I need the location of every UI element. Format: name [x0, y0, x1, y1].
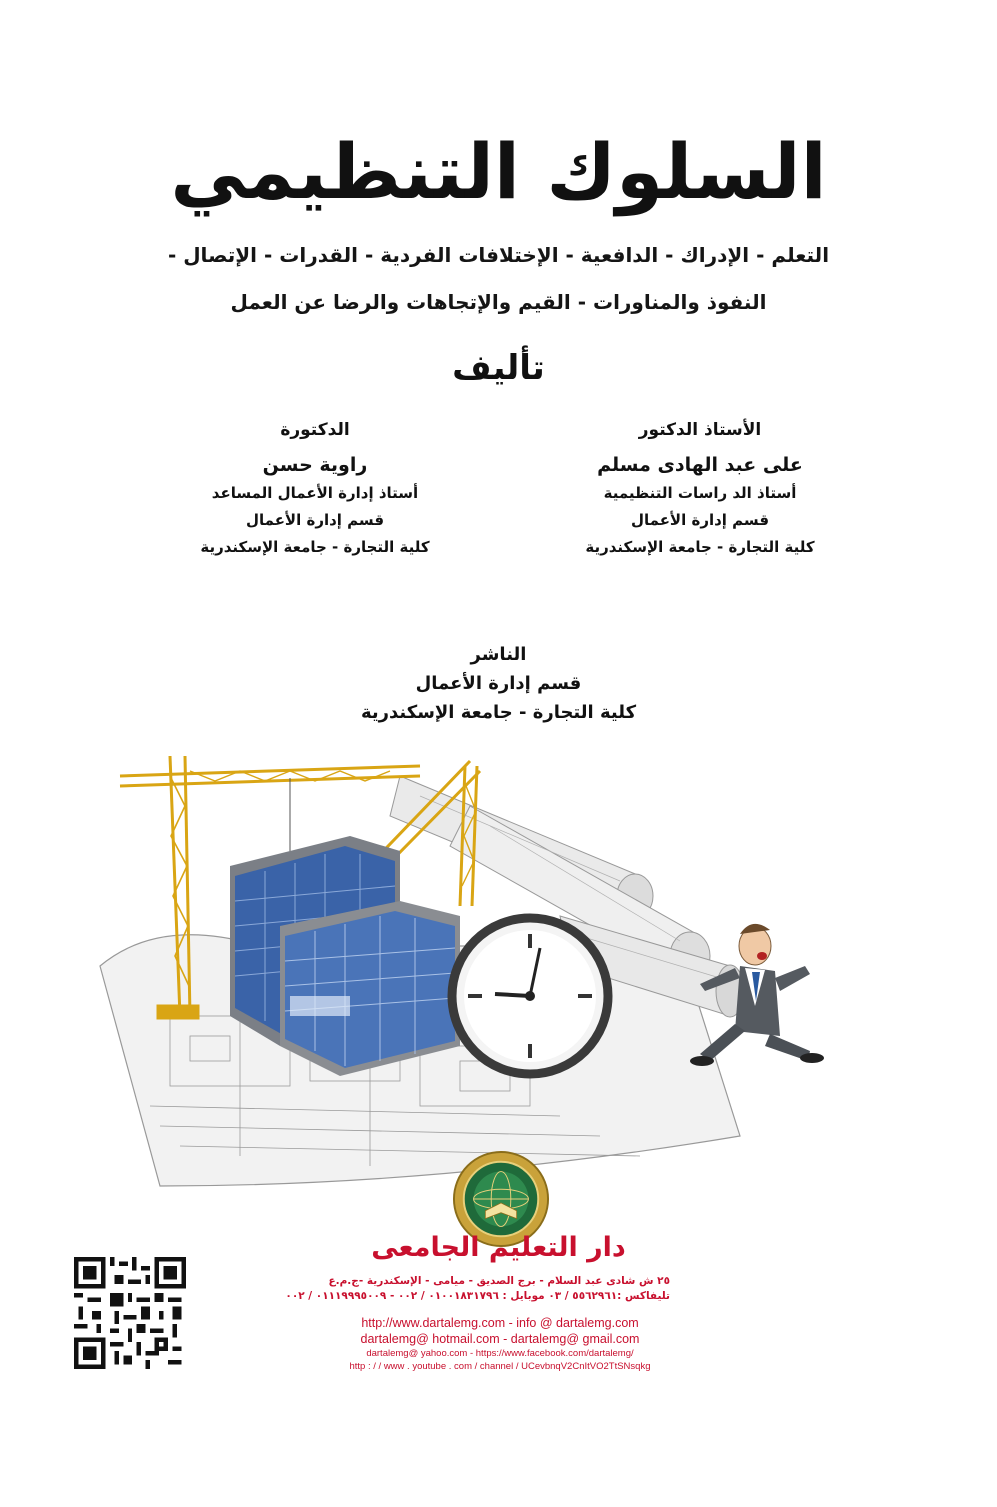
author-2: [165, 420, 465, 565]
author-2-position: أستاذ إدارة الأعمال المساعد: [211, 484, 419, 502]
contact-youtube: http : / / www . youtube . com / channel / UCevbnqV2CnItVO2TtSNsqkg: [349, 1361, 651, 1373]
author-1-rank: الأستاذ الدكتور: [638, 420, 762, 440]
subtitle-line-2: النفوذ والمناورات - القيم والإتجاهات والرضا عن العمل: [230, 290, 767, 314]
contact-yahoo-facebook: dartalemg@ yahoo.com - https://www.facebook.com/dartalemg/: [366, 1348, 634, 1360]
author-2-rank: الدكتورة: [280, 420, 350, 440]
publisher-name: دار التعليم الجامعى: [371, 1232, 626, 1263]
authored-by-label: تأليف: [452, 348, 545, 388]
publisher-address: [285, 1274, 670, 1304]
author-2-college: كلية التجارة - جامعة الإسكندرية: [200, 538, 430, 556]
subtitle-line-1: التعلم - الإدراك - الدافعية - الإختلافات الفردية - القدرات - الإتصال -: [167, 243, 830, 267]
phones-line: تليفاكس :٥٥٦٢٩٦١ / ٠٣ موبايل : ٠١٠٠١٨٣١٧٩٦ / ٠٠٢ - ٠١١١٩٩٩٥٠٠٩ / ٠٠٢: [285, 1290, 670, 1303]
publisher-college: كلية التجارة - جامعة الإسكندرية: [360, 702, 637, 723]
author-2-name: راوية حسن: [262, 454, 368, 476]
contact-website-email: http://www.dartalemg.com - info @ dartalemg.com: [361, 1316, 639, 1330]
publisher-department: قسم إدارة الأعمال: [415, 673, 582, 694]
address-line: ٢٥ ش شادى عبد السلام - برج الصديق - ميامى - الإسكندرية -ج.م.ع: [328, 1275, 670, 1287]
author-2-department: قسم إدارة الأعمال: [245, 511, 385, 529]
qr-code-icon: [74, 1257, 186, 1369]
contact-hotmail-gmail: dartalemg@ hotmail.com - dartalemg@ gmail.com: [360, 1331, 640, 1346]
book-title: السلوك التنظيمي: [170, 127, 827, 216]
author-1-college: كلية التجارة - جامعة الإسكندرية: [585, 538, 815, 556]
author-1-name: على عبد الهادى مسلم: [597, 454, 803, 476]
publisher-contacts: [330, 1316, 670, 1373]
author-1-department: قسم إدارة الأعمال: [630, 511, 770, 529]
author-1-position: أستاذ الد راسات التنظيمية: [603, 484, 797, 502]
cover-illustration: [40, 716, 960, 1216]
author-1: [545, 420, 855, 565]
clock-icon: [452, 918, 608, 1074]
publisher-label: الناشر: [470, 644, 527, 665]
